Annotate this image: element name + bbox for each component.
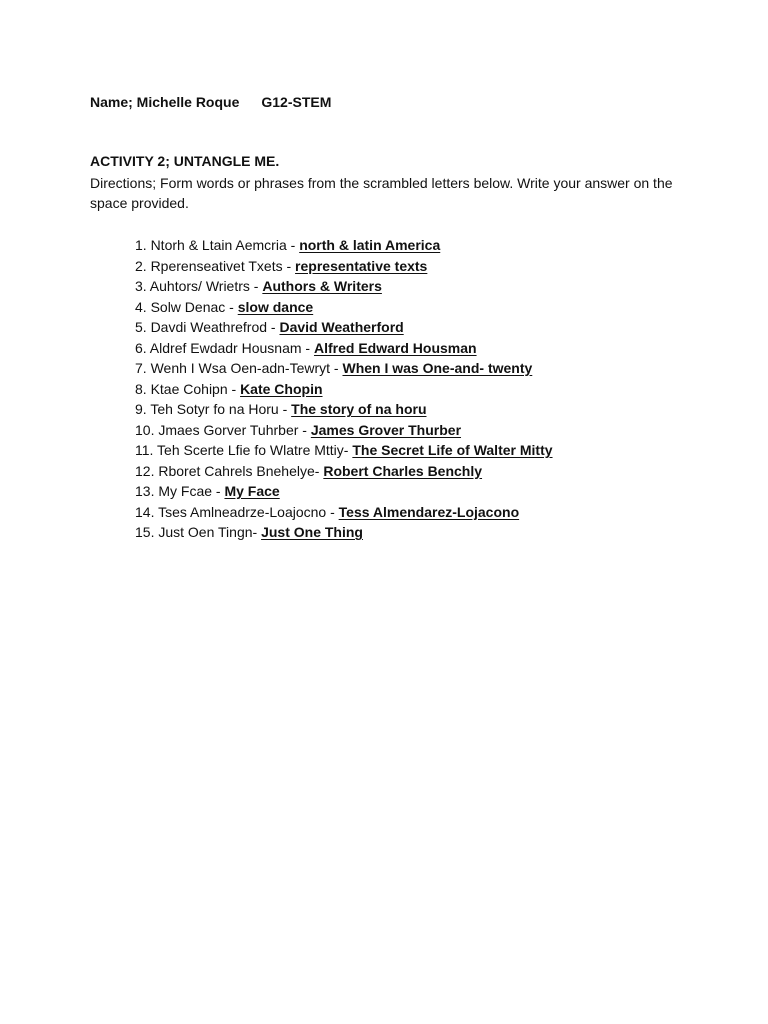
answer-text: Alfred Edward Housman <box>313 339 477 356</box>
scrambled-prompt: 7. Wenh I Wsa Oen-adn-Tewryt - <box>135 360 343 376</box>
answer-text: Kate Chopin <box>240 380 323 397</box>
scrambled-prompt: 15. Just Oen Tingn- <box>135 524 262 540</box>
answer-list <box>135 235 553 543</box>
scrambled-prompt: 5. Davdi Weathrefrod - <box>135 319 280 335</box>
list-item <box>135 379 553 400</box>
scrambled-prompt: 14. Tses Amlneadrze-Loajocno - <box>135 503 339 520</box>
scrambled-prompt: 13. My Fcae - <box>135 483 225 499</box>
scrambled-prompt: 6. Aldref Ewdadr Housnam - <box>135 339 314 356</box>
answer-text: My Face <box>224 483 280 499</box>
student-name: Name; Michelle Roque <box>90 94 240 110</box>
directions-text: Directions; Form words or phrases from the scrambled letters below. Write your answer on the space provided. <box>90 175 673 211</box>
scrambled-prompt: 11. Teh Scerte Lfie fo Wlatre Mttiy- <box>135 442 353 458</box>
answer-text: slow dance <box>237 298 314 315</box>
answer-text: The story of na horu <box>291 401 427 417</box>
list-item <box>135 481 553 502</box>
list-item <box>135 338 553 359</box>
answer-text: Robert Charles Benchly <box>323 462 483 479</box>
scrambled-prompt: 8. Ktae Cohipn - <box>135 380 241 397</box>
list-item <box>135 297 553 318</box>
answer-text: David Weatherford <box>279 319 404 335</box>
activity-title: ACTIVITY 2; UNTANGLE ME. <box>90 153 280 169</box>
scrambled-prompt: 4. Solw Denac - <box>135 298 238 315</box>
list-item <box>135 440 553 461</box>
scrambled-prompt: 2. Rperenseativet Txets - <box>135 257 296 274</box>
answer-text: Authors & Writers <box>262 278 382 294</box>
answer-text: When I was One-and- twenty <box>342 360 533 376</box>
scrambled-prompt: 9. Teh Sotyr fo na Horu - <box>135 401 292 417</box>
answer-text: Just One Thing <box>261 524 363 540</box>
list-item <box>135 502 553 523</box>
list-item <box>135 461 553 482</box>
list-item <box>135 399 553 420</box>
list-item <box>135 420 553 441</box>
scrambled-prompt: 1. Ntorh & Ltain Aemcria - <box>135 237 300 253</box>
header-line <box>90 94 331 110</box>
list-item <box>135 276 553 297</box>
answer-text: James Grover Thurber <box>310 421 462 438</box>
answer-text: north & latin America <box>299 237 441 253</box>
list-item <box>135 235 553 256</box>
scrambled-prompt: 12. Rboret Cahrels Bnehelye- <box>135 462 324 479</box>
list-item <box>135 317 553 338</box>
answer-text: Tess Almendarez-Lojacono <box>338 503 520 520</box>
answer-text: representative texts <box>295 257 428 274</box>
list-item <box>135 256 553 277</box>
answer-text: The Secret Life of Walter Mitty <box>352 442 553 458</box>
list-item <box>135 358 553 379</box>
scrambled-prompt: 10. Jmaes Gorver Tuhrber - <box>135 421 311 438</box>
scrambled-prompt: 3. Auhtors/ Wrietrs - <box>135 278 263 294</box>
grade-section: G12-STEM <box>261 94 332 110</box>
list-item <box>135 522 553 543</box>
